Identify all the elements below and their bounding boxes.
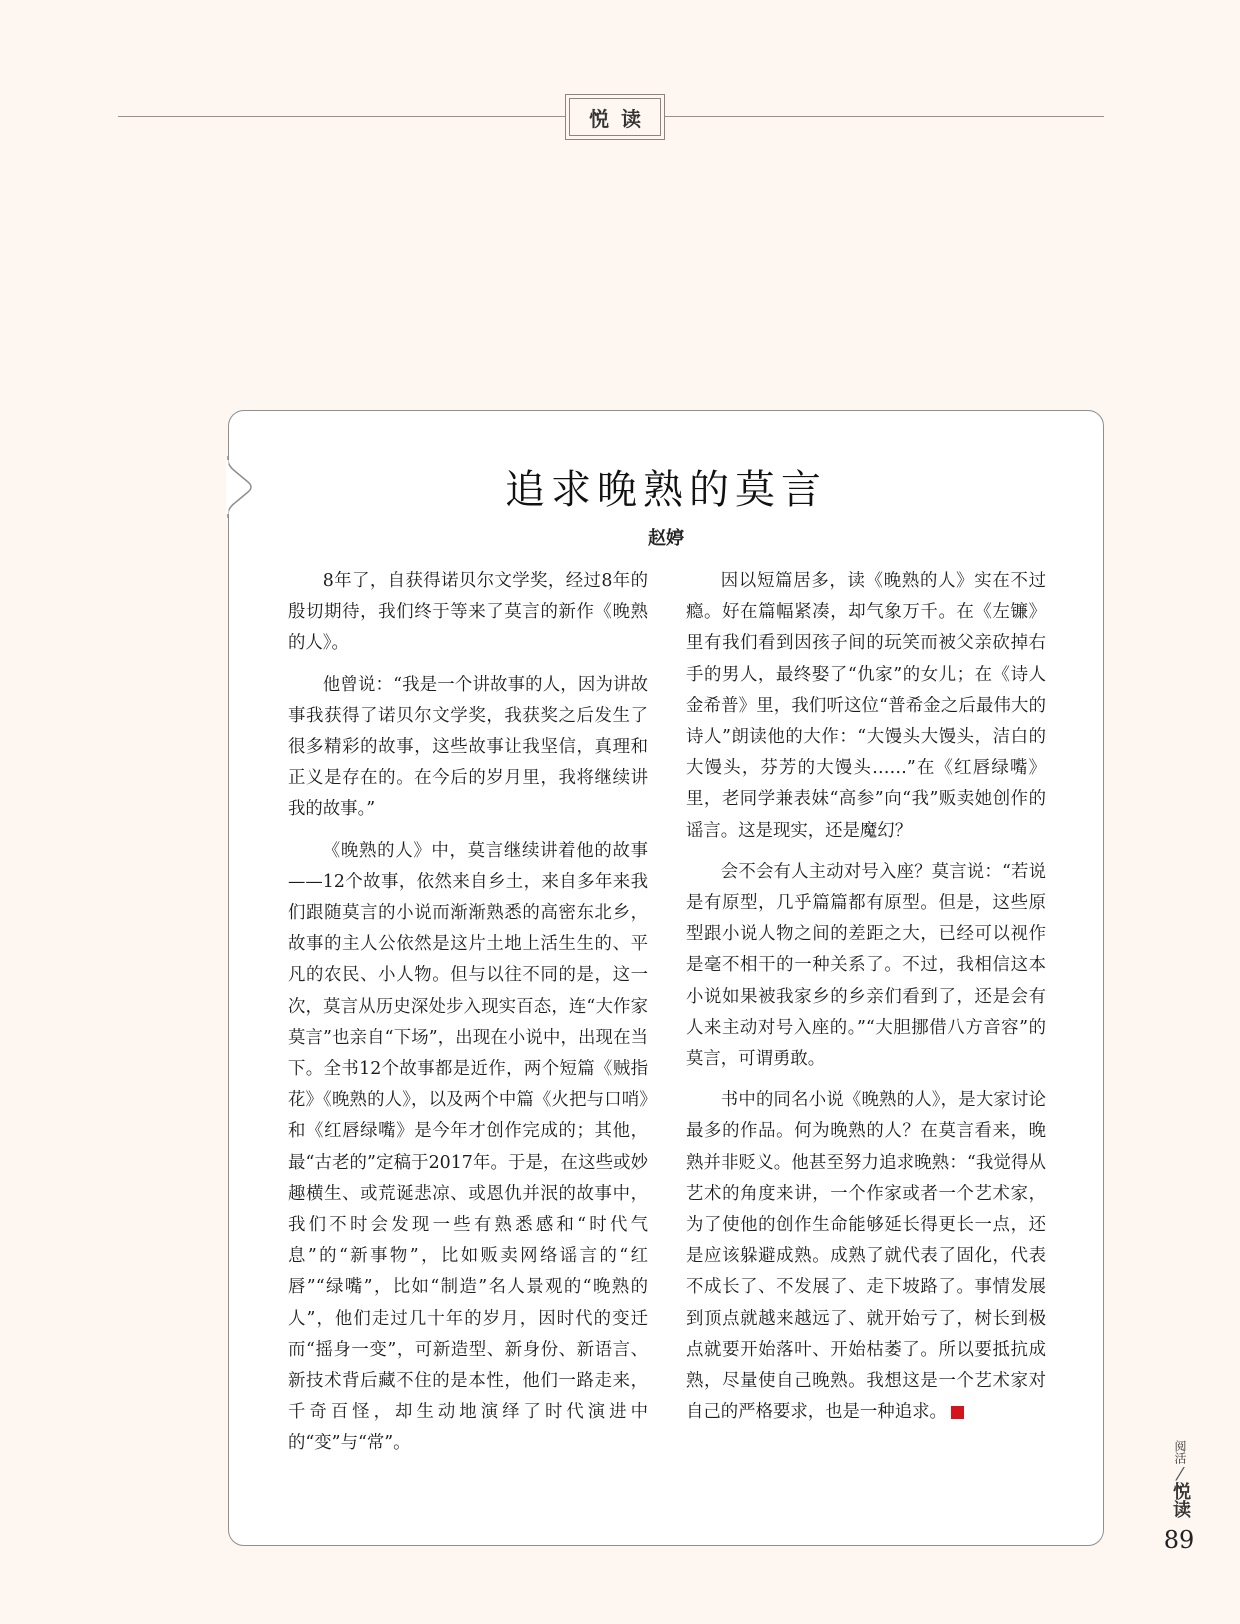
column-name-small: 阅活: [1173, 1440, 1187, 1464]
final-paragraph-text: 书中的同名小说《晚熟的人》，是大家讨论最多的作品。何为晚熟的人？在莫言看来，晚熟并非贬义。他甚至努力追求晚熟：“我觉得从艺术的角度来讲，一个作家或者一个艺术家，为了使他的创作生命能够延长得更长一点，还是应该躲避成熟。成熟了就代表了固化，代表不成长了、不发展了、走下坡路了。事情发展到顶点就越来越远了、就开始亏了，树长到极点就要开始落叶、开始枯萎了。所以要抵抗成熟，尽量使自己晚熟。我想这是一个艺术家对自己的严格要求，也是一种追求。: [686, 1090, 1046, 1423]
paragraph: 因以短篇居多，读《晚熟的人》实在不过瘾。好在篇幅紧凑，却气象万千。在《左镰》里有我们看到因孩子间的玩笑而被父亲砍掉右手的男人，最终娶了“仇家”的女儿；在《诗人金希普》里，我们听这位“普希金之后最伟大的诗人”朗读他的大作：“大馒头大馒头，洁白的大馒头，芬芳的大馒头……”在《红唇绿嘴》里，老同学兼表妹“高参”向“我”贩卖她创作的谣言。这是现实，还是魔幻？: [686, 571, 1046, 841]
left-column: [288, 566, 648, 1470]
section-label: 悦读: [569, 98, 661, 136]
paragraph: 8年了，自获得诺贝尔文学奖，经过8年的殷切期待，我们终于等来了莫言的新作《晚熟的人》。: [288, 571, 648, 654]
final-paragraph: [686, 1085, 1046, 1428]
end-mark-icon: [951, 1406, 964, 1419]
paragraph: 他曾说：“我是一个讲故事的人，因为讲故事我获得了诺贝尔文学奖，我获奖之后发生了很多精彩的故事，这些故事让我坚信，真理和正义是存在的。在今后的岁月里，我将继续讲我的故事。”: [288, 674, 648, 820]
section-tag: [565, 94, 665, 140]
column-name-mark: [1160, 1440, 1200, 1522]
page-number: 89: [1163, 1526, 1195, 1554]
paragraph: 《晚熟的人》中，莫言继续讲着他的故事——12个故事，依然来自乡土，来自多年来我们跟随莫言的小说而渐渐熟悉的高密东北乡，故事的主人公依然是这片土地上活生生的、平凡的农民、小人物。但与以往不同的是，这一次，莫言从历史深处步入现实百态，连“大作家莫言”也亲自“下场”，出现在小说中，出现在当下。全书12个故事都是近作，两个短篇《贼指花》《晚熟的人》，以及两个中篇《火把与口哨》和《红唇绿嘴》是今年才创作完成的；其他，最“古老的”定稿于2017年。于是，在这些或妙趣横生、或荒诞悲凉、或恩仇并泯的故事中，我们不时会发现一些有熟悉感和“时代气息”的“新事物”，比如贩卖网络谣言的“红唇”“绿嘴”，比如“制造”名人景观的“晚熟的人”，他们走过几十年的岁月，因时代的变迁而“摇身一变”，可新造型、新身份、新语言、新技术背后藏不住的是本性，他们一路走来，千奇百怪，却生动地演绎了时代演进中的“变”与“常”。: [288, 840, 648, 1454]
column-name-big: 悦读: [1170, 1482, 1191, 1518]
slash-divider: ⁄: [1178, 1464, 1182, 1485]
article-title: 追求晚熟的莫言: [505, 467, 827, 513]
right-column: [686, 566, 1046, 1438]
paragraph: 会不会有人主动对号入座？莫言说：“若说是有原型，几乎篇篇都有原型。但是，这些原型跟小说人物之间的差距之大，已经可以视作是毫不相干的一种关系了。不过，我相信这本小说如果被我家乡的乡亲们看到了，还是会有人来主动对号入座的。”“大胆挪借八方音容”的莫言，可谓勇敢。: [686, 861, 1046, 1070]
article-author: 赵婷: [648, 528, 684, 549]
